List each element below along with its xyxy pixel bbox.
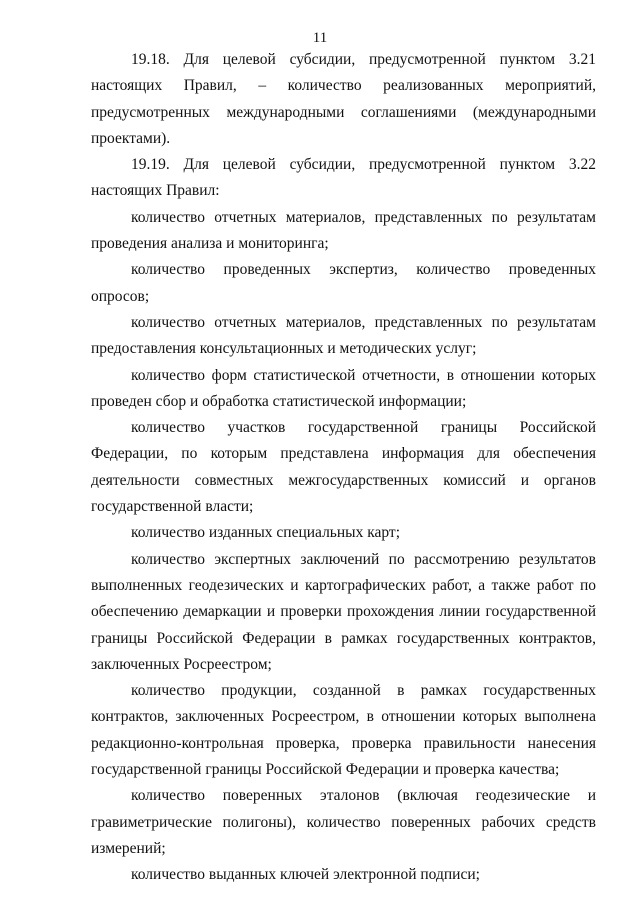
list-item: количество изданных специальных карт; xyxy=(131,524,401,542)
list-item: количество участков государственной границы Российской Федерации, по которым представлена информация для обеспечения деятельности совместных межгосударственных комиссий и органов государственной власти; xyxy=(91,419,596,516)
list-item: количество отчетных материалов, представленных по результатам проведения анализа и мониторинга; xyxy=(91,208,596,253)
list-item: количество выданных ключей электронной подписи; xyxy=(131,866,480,884)
paragraph-19-19: 19.19. Для целевой субсидии, предусмотренной пунктом 3.22 настоящих Правил: xyxy=(91,156,596,200)
list-item: количество отчетных материалов, представленных по результатам предоставления консультационных и методических услуг; xyxy=(91,313,596,358)
document-body xyxy=(91,47,596,889)
list-item: количество форм статистической отчетности, в отношении которых проведен сбор и обработка статистической информации; xyxy=(91,366,596,410)
paragraph-19-18: 19.18. Для целевой субсидии, предусмотренной пунктом 3.21 настоящих Правил, – количество реализованных мероприятий, предусмотренных международными соглашениями (международными проектами). xyxy=(91,51,596,147)
list-item: количество продукции, созданной в рамках государственных контрактов, заключенных Росреестром, в отношении которых выполнена редакционно-контрольная проверка, проверка правильности нанесения государственной границы Российской Федерации и проверка качества; xyxy=(91,682,596,779)
list-item: количество экспертных заключений по рассмотрению результатов выполненных геодезических и картографических работ, а также работ по обеспечению демаркации и проверки прохождения линии государственной границы Российской Федерации в рамках государственных контрактов, заключенных Росреестром; xyxy=(91,550,596,673)
page-number: 11 xyxy=(312,30,328,46)
list-item: количество поверенных эталонов (включая геодезические и гравиметрические полигоны), количество поверенных рабочих средств измерений; xyxy=(91,787,596,857)
list-item: количество проведенных экспертиз, количество проведенных опросов; xyxy=(91,261,596,305)
